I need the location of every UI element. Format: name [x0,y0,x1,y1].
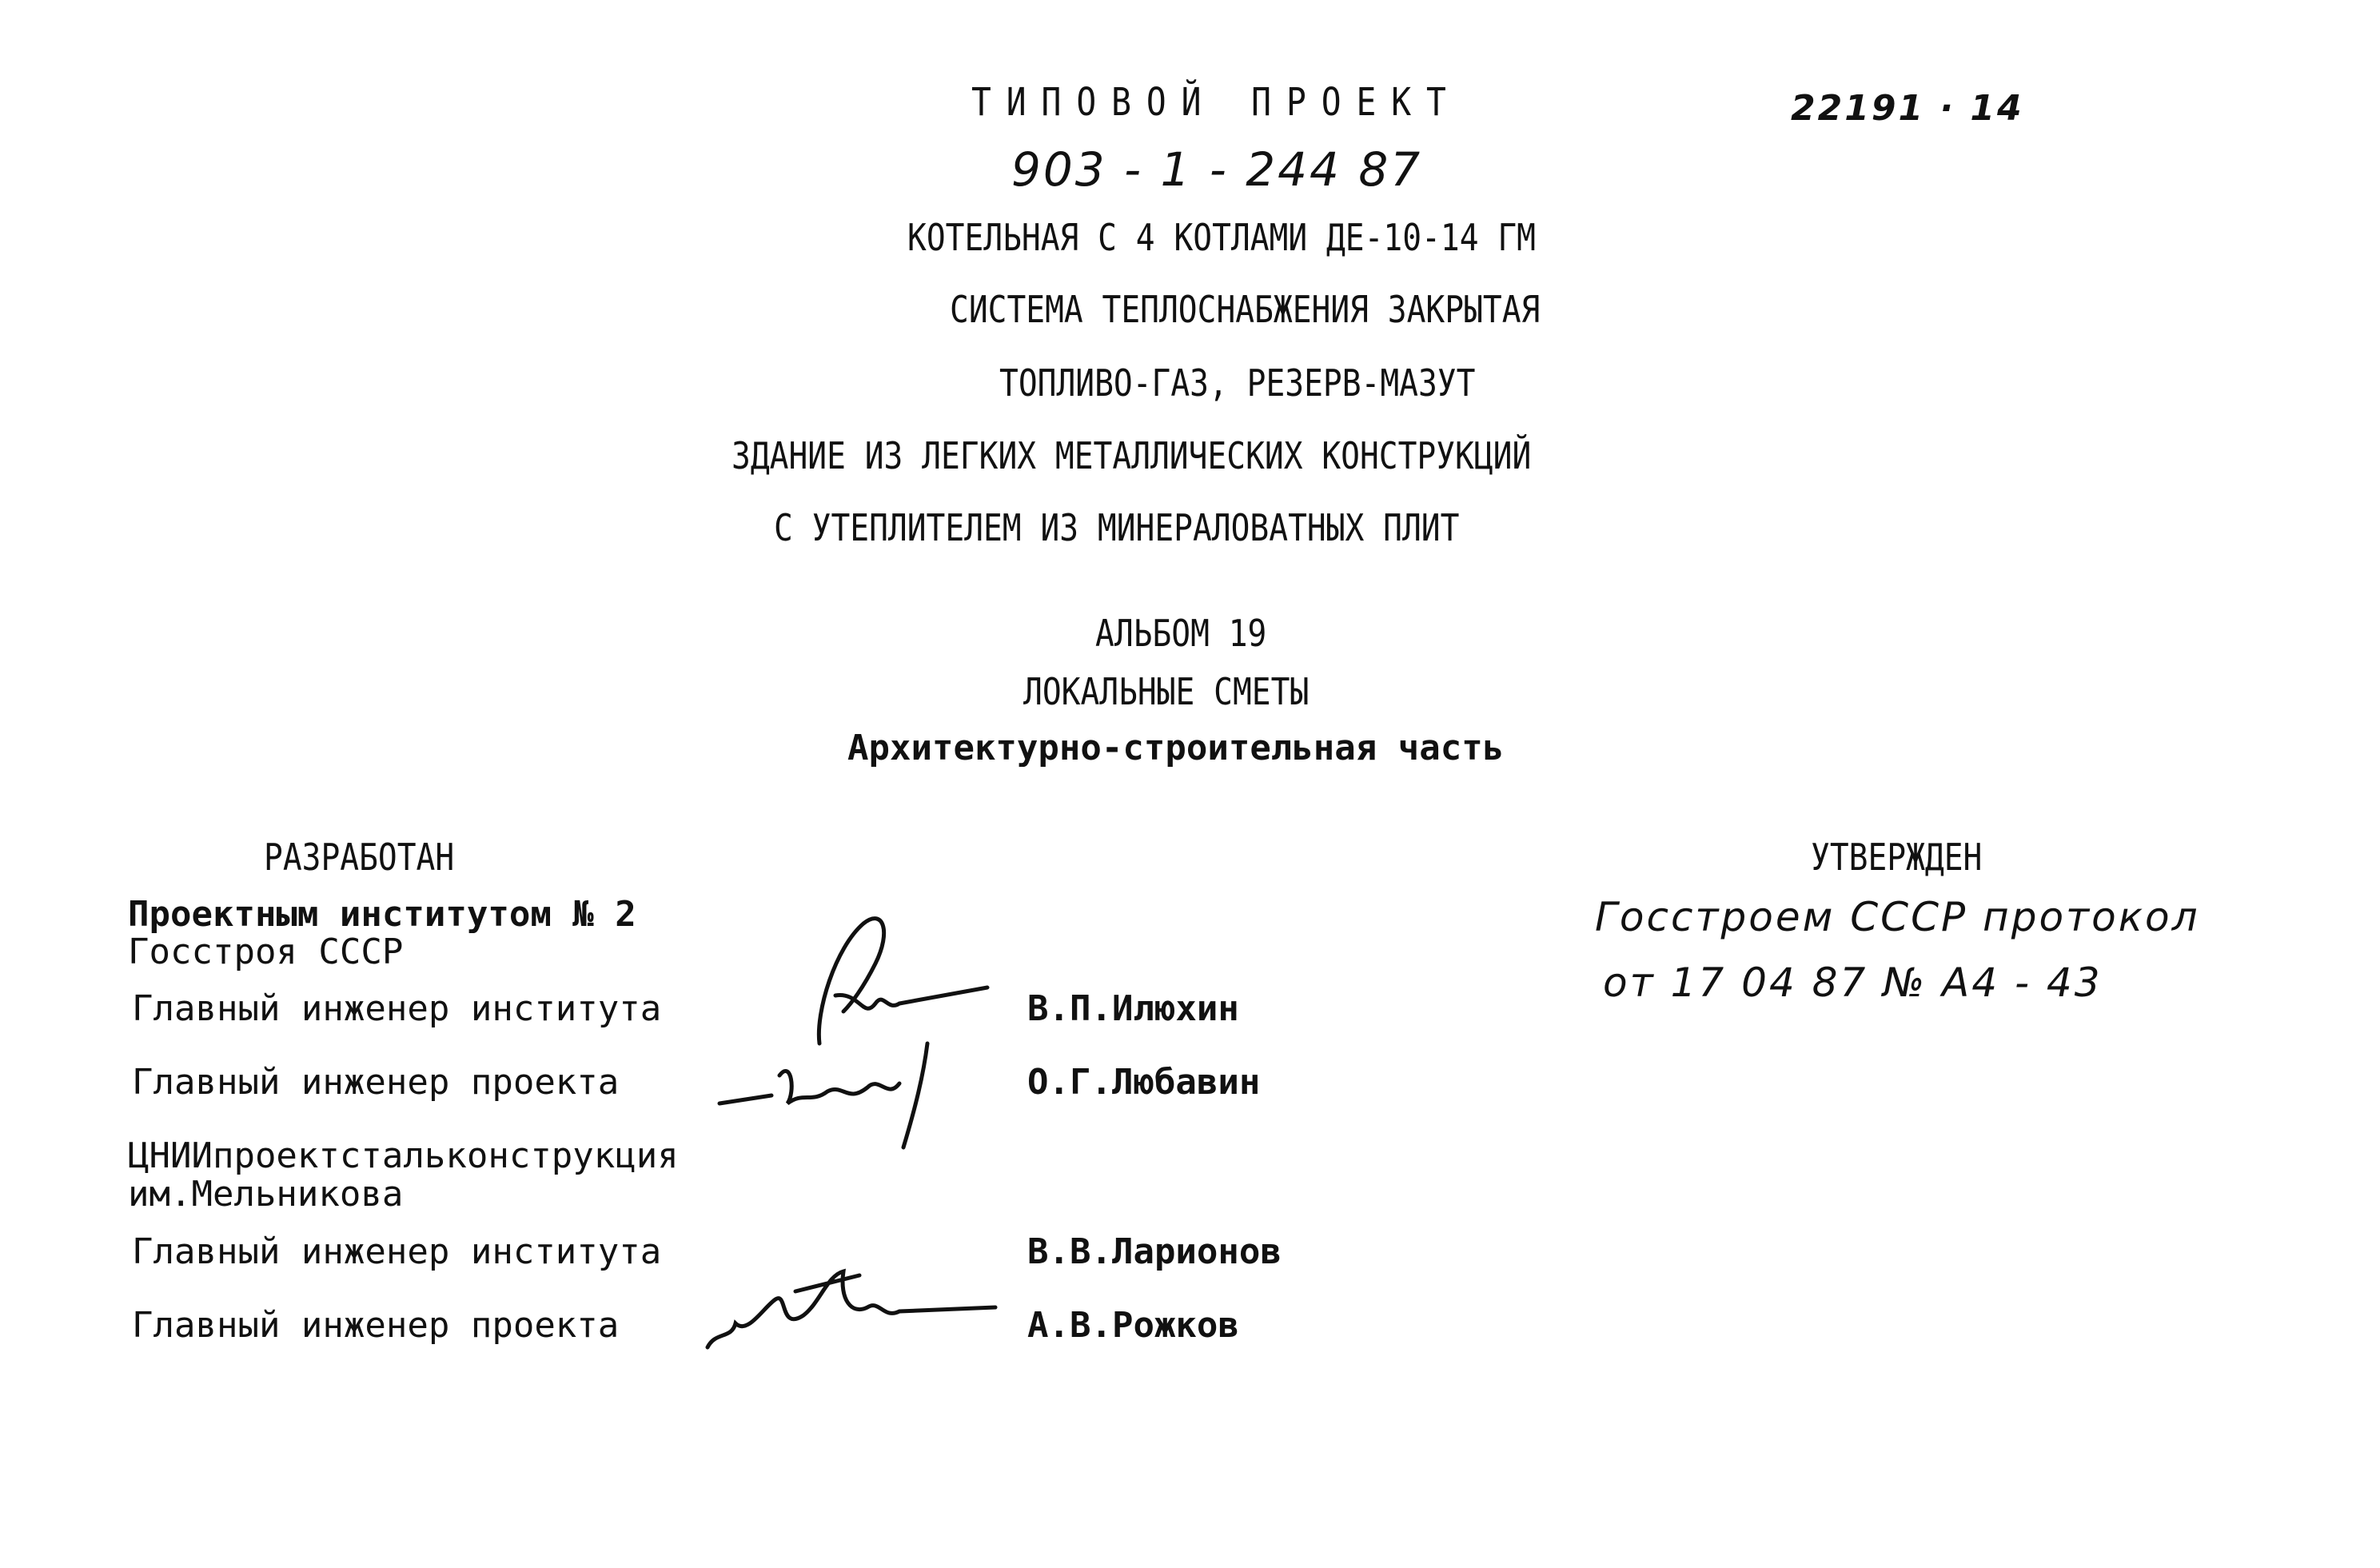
subject-line-4: ЗДАНИЕ ИЗ ЛЕГКИХ МЕТАЛЛИЧЕСКИХ КОНСТРУКЦИЙ [732,434,1532,477]
org1-chief-project-role: Главный инженер проекта [132,1062,620,1103]
album-name: ЛОКАЛЬНЫЕ СМЕТЫ [1023,670,1310,713]
org1-chief-project-name: О.Г.Любавин [1027,1062,1261,1103]
org2-chief-project-name: А.В.Рожков [1027,1305,1239,1346]
developed-heading: РАЗРАБОТАН [264,836,455,879]
org2-chief-project-role: Главный инженер проекта [132,1305,620,1346]
album-number: АЛЬБОМ 19 [1095,612,1267,655]
org2-chief-institute-name: В.В.Ларионов [1027,1231,1282,1272]
signature-rozhkov [700,1259,1003,1363]
project-type-title: ТИПОВОЙ ПРОЕКТ [971,80,1461,125]
document-number: 22191 · 14 [1791,88,2024,129]
org1-chief-institute-role: Главный инженер института [132,988,662,1029]
org1-name-line2: Госстроя СССР [128,932,404,972]
project-code: 903 - 1 - 244 87 [1011,142,1423,197]
subject-line-3: ТОПЛИВО-ГАЗ, РЕЗЕРВ-МАЗУТ [999,361,1476,405]
album-part: Архитектурно-строительная часть [847,728,1505,768]
org2-chief-institute-role: Главный инженер института [132,1231,662,1272]
approved-line-1: Госстроем СССР протокол [1595,894,2200,940]
approved-line-2: от 17 04 87 № А4 - 43 [1603,960,2103,1006]
approved-heading: УТВЕРЖДЕН [1811,836,1983,879]
subject-line-5: С УТЕПЛИТЕЛЕМ ИЗ МИНЕРАЛОВАТНЫХ ПЛИТ [774,506,1460,549]
subject-line-2: СИСТЕМА ТЕПЛОСНАБЖЕНИЯ ЗАКРЫТАЯ [950,288,1541,331]
signature-lyubavin [716,1027,971,1163]
org2-name-line2: им.Мельникова [128,1174,404,1215]
org1-name-line1: Проектным институтом № 2 [128,894,636,935]
subject-line-1: КОТЕЛЬНАЯ С 4 КОТЛАМИ ДЕ-10-14 ГМ [907,216,1536,259]
org2-name-line1: ЦНИИпроектстальконструкция [128,1135,679,1176]
org1-chief-institute-name: В.П.Илюхин [1027,988,1239,1029]
